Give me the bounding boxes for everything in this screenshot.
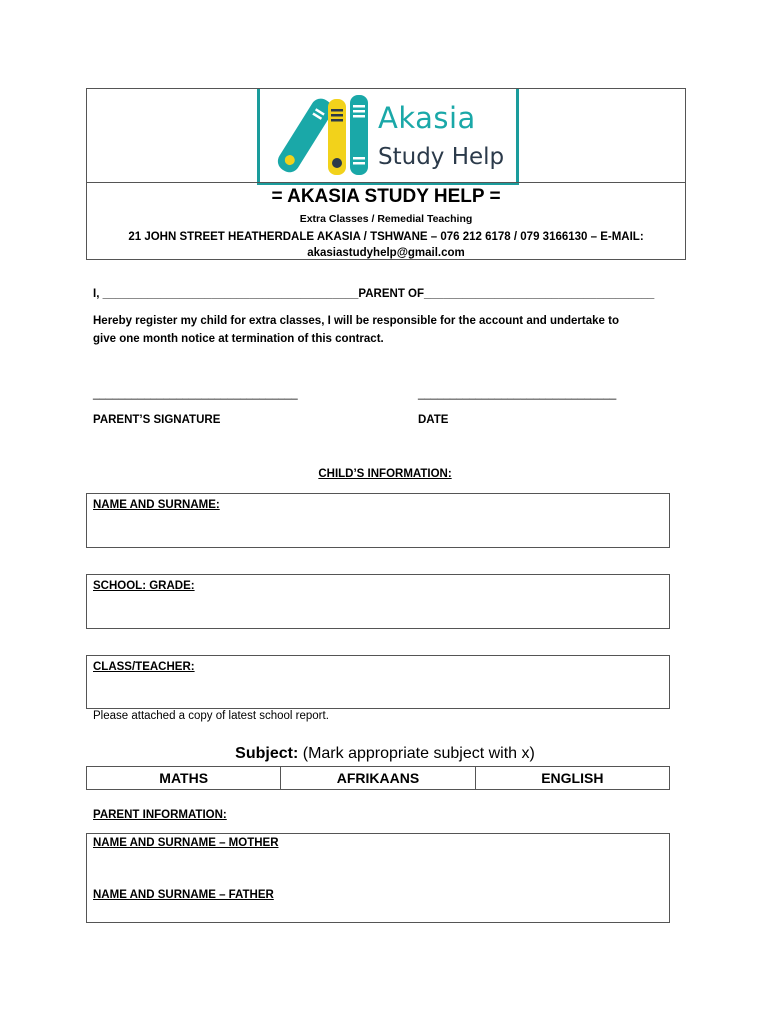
logo-word-study-help: Study Help [378,144,505,170]
school-grade-label: SCHOOL: GRADE: [93,580,195,592]
contact-address [87,229,685,261]
subject-heading [0,745,770,763]
header-box [86,88,686,260]
statement-line-2: give one month notice at termination of this contract. [93,333,384,345]
subject-table [86,766,670,790]
mother-name-label: NAME AND SURNAME – MOTHER [93,837,279,849]
child-info-heading: CHILD’S INFORMATION: [318,468,452,480]
child-name-label: NAME AND SURNAME: [93,499,220,511]
page-subtitle: Extra Classes / Remedial Teaching [299,213,473,225]
header-divider [87,182,685,183]
logo-word-akasia: Akasia [378,101,476,135]
email-address: akasiastudyhelp@gmail.com [307,247,465,259]
class-teacher-field[interactable] [86,655,670,709]
subject-option-afrikaans[interactable]: AFRIKAANS [281,767,475,789]
parent-info-field[interactable] [86,833,670,923]
book-spines-icon [266,91,376,179]
parent-registration-line: I, ________________________________________PARENT OF____________________________________ [93,288,655,300]
child-name-field[interactable] [86,493,670,548]
logo [257,89,519,185]
father-name-label: NAME AND SURNAME – FATHER [93,889,274,901]
school-grade-field[interactable] [86,574,670,629]
parent-info-heading: PARENT INFORMATION: [93,809,227,821]
subject-heading-label: Subject: [235,745,299,762]
subject-heading-instruction: (Mark appropriate subject with x) [298,745,535,762]
page-title: = AKASIA STUDY HELP = [271,186,501,207]
address-line-1: 21 JOHN STREET HEATHERDALE AKASIA / TSHWANE – 076 212 6178 / 079 3166130 – E-MAIL: [128,231,644,243]
signature-line: ________________________________ [93,388,298,400]
class-teacher-label: CLASS/TEACHER: [93,661,195,673]
school-report-note: Please attached a copy of latest school report. [93,710,329,722]
subject-option-english[interactable]: ENGLISH [541,770,604,786]
subject-option-maths[interactable]: MATHS [87,767,281,789]
date-line: _______________________________ [418,388,617,400]
signature-label: PARENT’S SIGNATURE [93,414,221,426]
statement-line-1: Hereby register my child for extra classes, I will be responsible for the account and undertake to [93,315,619,327]
date-label: DATE [418,414,449,426]
